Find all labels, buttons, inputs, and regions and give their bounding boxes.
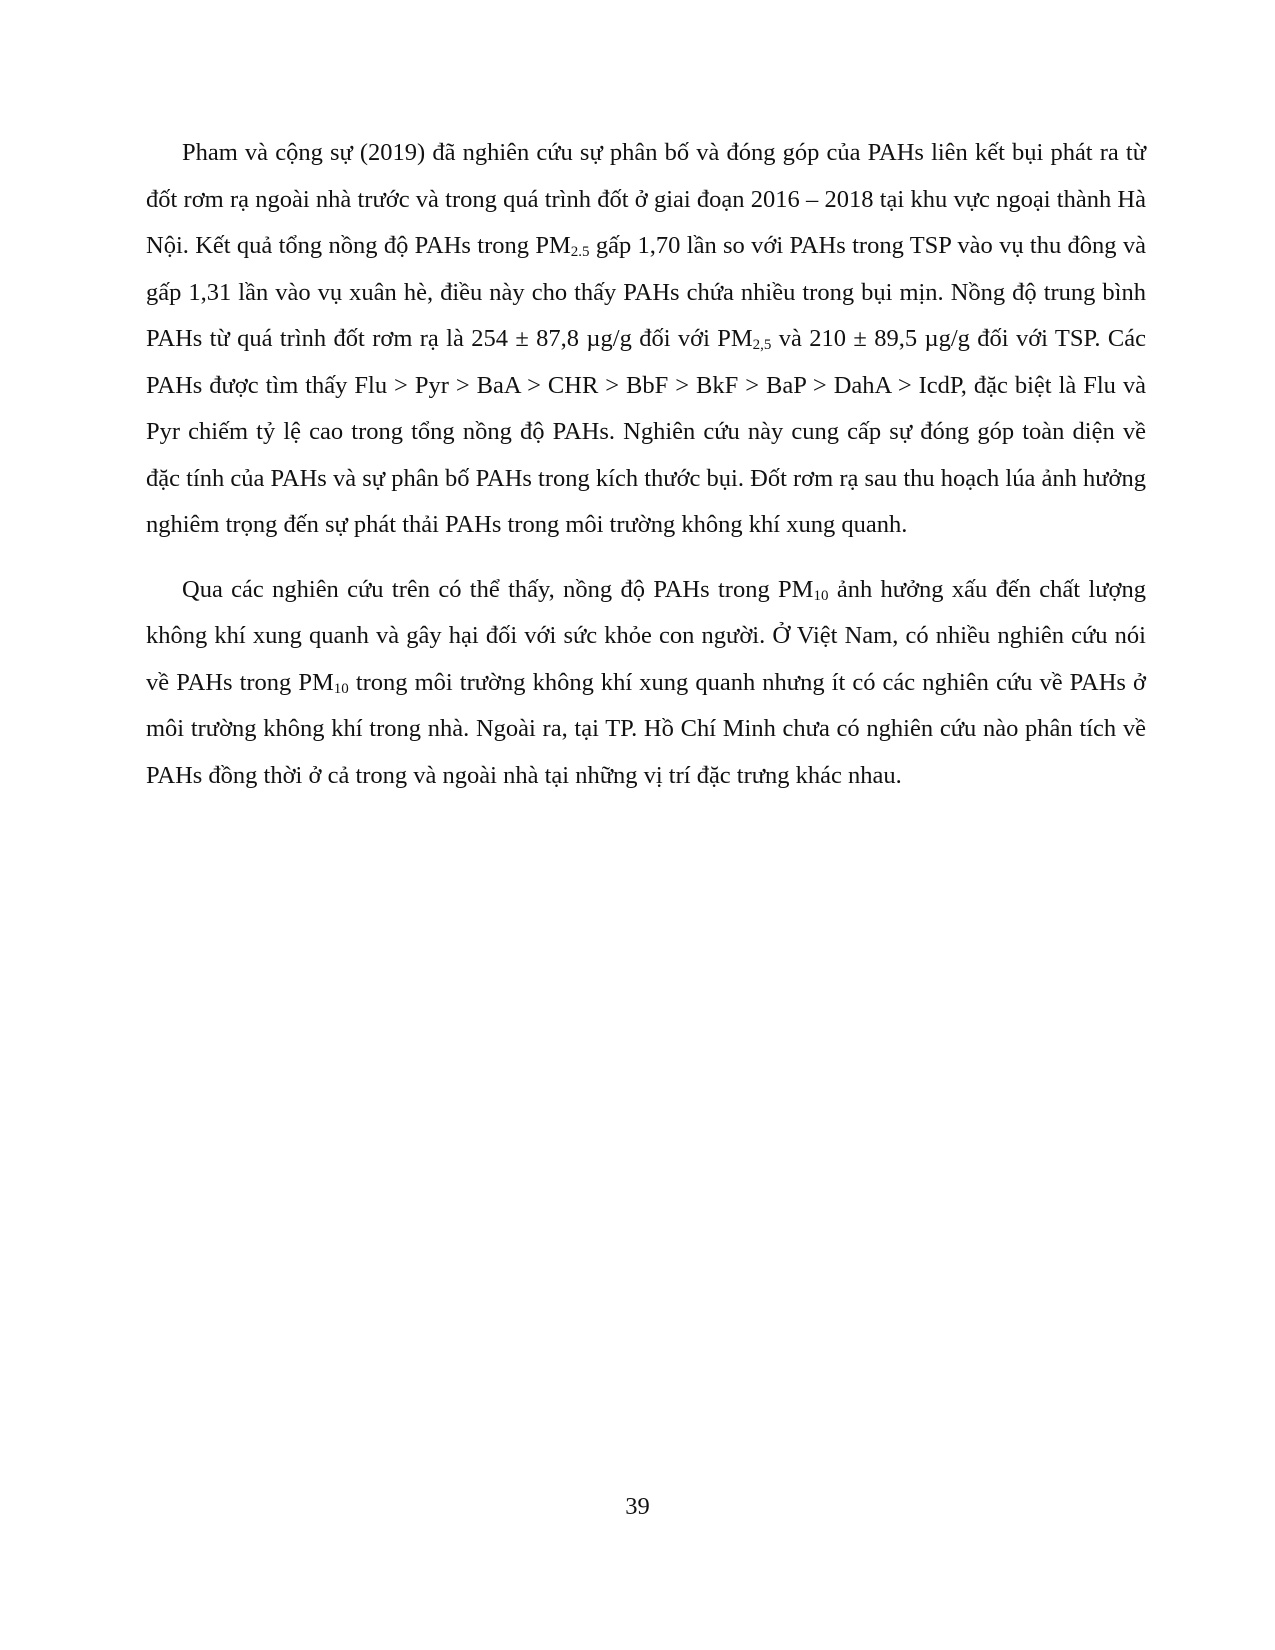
paragraph-1: [146, 130, 1146, 549]
paragraph-1-text: gấp 1,70 lần so với PAHs trong TSP vào vụ thu đông và gấp 1,31 lần vào vụ xuân hè, điều này cho thấy PAHs chứa nhiều trong bụi mịn. Nồng độ trung bình PAHs từ quá trình đốt rơm rạ là 254 ± 87,8 µg/g đối với PM: [146, 232, 1146, 352]
body-text: [146, 130, 1146, 817]
paragraph-1-text: và 210 ± 89,5 µg/g đối với TSP. Các PAHs được tìm thấy Flu > Pyr > BaA > CHR > BbF > BkF > BaP > DahA > IcdP, đặc biệt là Flu và Pyr chiếm tỷ lệ cao trong tổng nồng độ PAHs. Nghiên cứu này cung cấp sự đóng góp toàn diện về đặc tính của PAHs và sự phân bố PAHs trong kích thước bụi. Đốt rơm rạ sau thu hoạch lúa ảnh hưởng nghiêm trọng đến sự phát thải PAHs trong môi trường không khí xung quanh.: [146, 325, 1146, 538]
subscript-pm10: 10: [333, 680, 349, 697]
paragraph-2-text: trong môi trường không khí xung quanh nhưng ít có các nghiên cứu về PAHs ở môi trường không khí trong nhà. Ngoài ra, tại TP. Hồ Chí Minh chưa có nghiên cứu nào phân tích về PAHs đồng thời ở cả trong và ngoài nhà tại những vị trí đặc trưng khác nhau.: [146, 668, 1146, 789]
subscript-pm2-5: 2.5: [570, 244, 590, 260]
subscript-pm2-5: 2,5: [752, 337, 772, 353]
page-number: 39: [625, 1493, 650, 1520]
paragraph-2: [146, 567, 1146, 800]
paragraph-2-text: ảnh hưởng xấu đến chất lượng không khí xung quanh và gây hại đối với sức khỏe con người. Ở Việt Nam, có nhiều nghiên cứu nói về PAHs trong PM: [146, 575, 1146, 696]
subscript-pm10: 10: [813, 587, 829, 604]
paragraph-2-text: Qua các nghiên cứu trên có thể thấy, nồng độ PAHs trong PM: [182, 575, 814, 603]
paragraph-1-text: Pham và cộng sự (2019) đã nghiên cứu sự phân bố và đóng góp của PAHs liên kết bụi phát ra từ đốt rơm rạ ngoài nhà trước và trong quá trình đốt ở giai đoạn 2016 – 2018 tại khu vực ngoại thành Hà Nội. Kết quả tổng nồng độ PAHs trong PM: [146, 139, 1146, 259]
